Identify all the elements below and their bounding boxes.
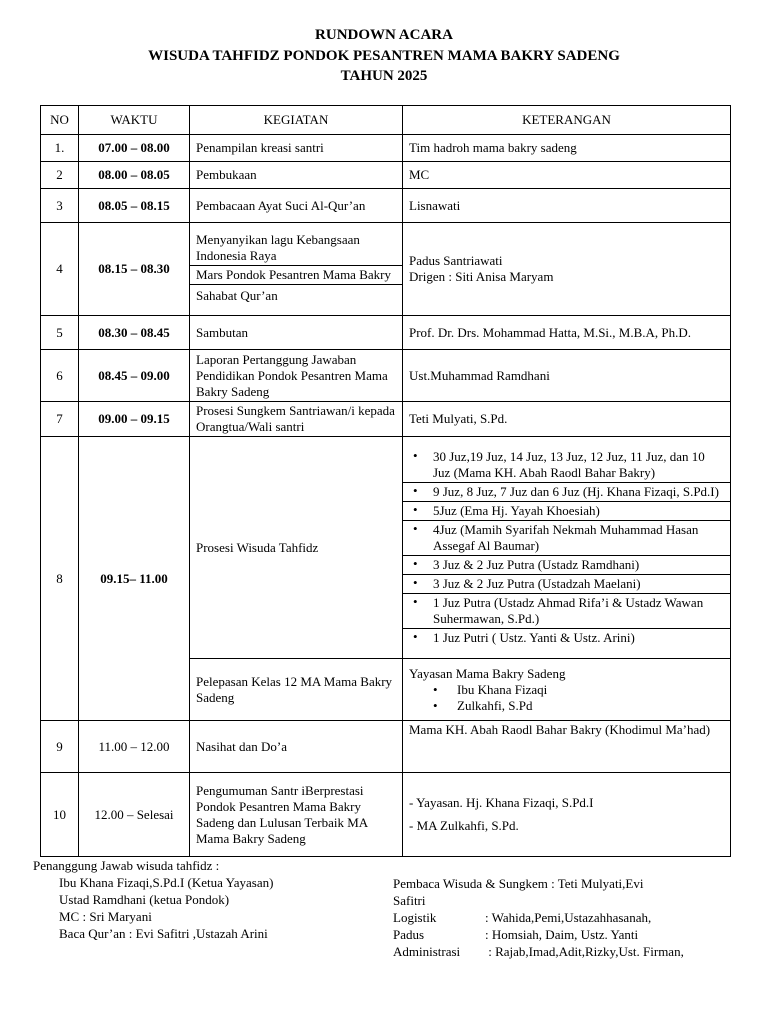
table-row [41,135,731,162]
row-time: 08.00 – 08.05 [79,162,190,189]
footer-left-title: Penanggung Jawab wisuda tahfidz : [33,858,220,873]
row-no: 3 [41,189,79,223]
list-item: • 30 Juz,19 Juz, 14 Juz, 13 Juz, 12 Juz, 11 Juz, dan 10 Juz (Mama KH. Abah Raodl Bahar Bakry) [403,448,730,483]
footer-right-label: Padus [393,927,425,942]
header-kegiatan: KEGIATAN [190,106,403,135]
footer-right-line: Safitri [393,893,426,908]
header-no: NO [41,106,79,135]
row-activity: Nasihat dan Do’a [190,721,403,773]
table-row [41,189,731,223]
footer-right-label: Logistik [393,910,437,925]
header-keterangan: KETERANGAN [403,106,731,135]
row-note [403,223,731,316]
row-note [403,659,731,721]
footer-right-row [393,909,684,926]
footer-right [393,875,684,960]
row-note: Tim hadroh mama bakry sadeng [403,135,731,162]
table-row [41,162,731,189]
row-no: 9 [41,721,79,773]
footer-left [33,857,273,942]
activity-item: Mars Pondok Pesantren Mama Bakry [190,266,402,285]
footer-right-value: : Homsiah, Daim, Ustz. Yanti [485,927,639,942]
footer-right-value: : Rajab,Imad,Adit,Rizky,Ust. Firman, [485,944,684,959]
footer-left-line: Ibu Khana Fizaqi,S.Pd.I (Ketua Yayasan) [59,875,274,890]
list-item: • 9 Juz, 8 Juz, 7 Juz dan 6 Juz (Hj. Khana Fizaqi, S.Pd.I) [403,483,730,502]
footer-left-line: MC : Sri Maryani [59,909,152,924]
footer-left-line: Baca Qur’an : Evi Safitri ,Ustazah Arini [59,926,268,941]
doc-subtitle: WISUDA TAHFIDZ PONDOK PESANTREN MAMA BAKRY SADENG [148,48,620,64]
row-activity: Pembukaan [190,162,403,189]
table-row [41,402,731,437]
row-note: Prof. Dr. Drs. Mohammad Hatta, M.Si., M.B.A, Ph.D. [403,316,731,350]
row-no: 2 [41,162,79,189]
row-time: 07.00 – 08.00 [79,135,190,162]
row-activity: Prosesi Sungkem Santriawan/i kepada Orangtua/Wali santri [190,402,403,437]
table-header-row [41,106,731,135]
note-line: Padus Santriawati [409,253,503,268]
note-line: - MA Zulkahfi, S.Pd. [409,818,519,833]
row-note: Mama KH. Abah Raodl Bahar Bakry (Khodimul Ma’had) [403,721,731,773]
row-no: 4 [41,223,79,316]
footer-right-value: : Wahida,Pemi,Ustazahhasanah, [485,910,652,925]
row-time: 08.15 – 08.30 [79,223,190,316]
list-item: • Ibu Khana Fizaqi [409,682,724,698]
row-activity: Pengumuman Santr iBerprestasi Pondok Pesantren Mama Bakry Sadeng dan Lulusan Terbaik MA Mama Bakry Sadeng [190,773,403,857]
table-row [41,773,731,857]
footer-right-row [393,926,684,943]
list-item: • 5Juz (Ema Hj. Yayah Khoesiah) [403,502,730,521]
note-line: - Yayasan. Hj. Khana Fizaqi, S.Pd.I [409,795,594,810]
list-item: • 1 Juz Putra (Ustadz Ahmad Rifa’i & Ustadz Wawan Suhermawan, S.Pd.) [403,594,730,629]
table-row [41,223,731,316]
list-item: • Zulkahfi, S.Pd [409,698,724,714]
row-time: 11.00 – 12.00 [79,721,190,773]
row-note: Ust.Muhammad Ramdhani [403,350,731,402]
note-line: Drigen : Siti Anisa Maryam [409,269,554,284]
row-activity: Pelepasan Kelas 12 MA Mama Bakry Sadeng [190,659,403,721]
wisuda-list [403,448,730,647]
row-note [403,437,731,659]
footer-right-label: Administrasi [393,944,461,959]
pelepasan-list [409,682,724,714]
row-time: 08.30 – 08.45 [79,316,190,350]
row-activity: Sambutan [190,316,403,350]
doc-year: TAHUN 2025 [340,68,428,84]
activity-item: Menyanyikan lagu Kebangsaan Indonesia Raya [190,231,402,266]
row-activity: Laporan Pertanggung Jawaban Pendidikan Pondok Pesantren Mama Bakry Sadeng [190,350,403,402]
header-waktu: WAKTU [79,106,190,135]
list-item: • 3 Juz & 2 Juz Putra (Ustadz Ramdhani) [403,556,730,575]
note-title: Yayasan Mama Bakry Sadeng [409,665,566,681]
footer-right-line: Pembaca Wisuda & Sungkem : Teti Mulyati,Evi [393,876,644,891]
row-no: 8 [41,437,79,721]
row-note: MC [403,162,731,189]
table-row [41,437,731,659]
footer-right-row [393,943,684,960]
row-no: 6 [41,350,79,402]
list-item: • 4Juz (Mamih Syarifah Nekmah Muhammad Hasan Assegaf Al Baumar) [403,521,730,556]
table-row [41,721,731,773]
row-no: 10 [41,773,79,857]
row-time: 09.00 – 09.15 [79,402,190,437]
list-item: • 3 Juz & 2 Juz Putra (Ustadzah Maelani) [403,575,730,594]
row-note: Lisnawati [403,189,731,223]
table-row [41,350,731,402]
row-no: 5 [41,316,79,350]
activity-item: Sahabat Qur’an [196,288,278,303]
row-note [403,773,731,857]
row-no: 1. [41,135,79,162]
row-activity: Prosesi Wisuda Tahfidz [190,437,403,659]
row-time: 08.45 – 09.00 [79,350,190,402]
footer-left-line: Ustad Ramdhani (ketua Pondok) [59,892,230,907]
row-activity: Pembacaan Ayat Suci Al-Qur’an [190,189,403,223]
table-row [41,316,731,350]
list-item: • 1 Juz Putri ( Ustz. Yanti & Ustz. Arini) [403,629,730,647]
rundown-table [40,105,731,857]
row-activity: Penampilan kreasi santri [190,135,403,162]
row-no: 7 [41,402,79,437]
row-time: 08.05 – 08.15 [79,189,190,223]
row-note: Teti Mulyati, S.Pd. [403,402,731,437]
row-activity-group [190,223,403,316]
row-time: 12.00 – Selesai [79,773,190,857]
row-time: 09.15– 11.00 [79,437,190,721]
doc-title: RUNDOWN ACARA [315,27,453,43]
